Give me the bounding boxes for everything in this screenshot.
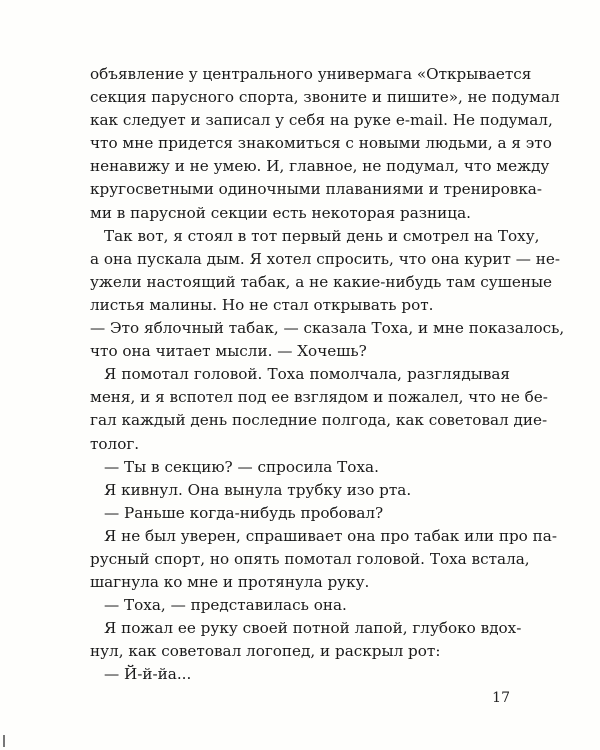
paragraph: [90, 63, 560, 225]
text-line: Я кивнул. Она вынула трубку изо рта.: [104, 480, 412, 499]
text-line: ненавижу и не умею. И, главное, не подумал, что между: [90, 157, 550, 176]
paragraph: [90, 479, 510, 502]
text-line: листья малины. Но не стал открывать рот.: [90, 295, 434, 314]
text-line: что она читает мысли. — Хочешь?: [90, 342, 367, 361]
paragraph: [90, 363, 548, 455]
body-text: [90, 63, 565, 687]
text-line: ми в парусной секции есть некоторая разница.: [90, 203, 471, 222]
scan-edge-mark: [3, 735, 5, 747]
text-line: как следует и записал у себя на руке e-mail. Не подумал,: [90, 111, 553, 130]
text-line: Так вот, я стоял в тот первый день и смотрел на Тоху,: [104, 226, 540, 245]
paragraph: [90, 317, 565, 363]
text-line: — Й-й-йа...: [104, 665, 192, 684]
text-line: русный спорт, но опять помотал головой. Тоха встала,: [90, 549, 530, 568]
paragraph: [90, 663, 510, 686]
paragraph: [90, 617, 522, 663]
text-line: кругосветными одиночными плаваниями и тренировка-: [90, 180, 542, 199]
paragraph: [90, 502, 510, 525]
text-line: Я пожал ее руку своей потной лапой, глубоко вдох-: [104, 619, 522, 638]
text-line: — Тоха, — представилась она.: [104, 596, 347, 615]
text-line: толог.: [90, 434, 140, 453]
text-line: а она пускала дым. Я хотел спросить, что она курит — не-: [90, 249, 561, 268]
text-line: Я помотал головой. Тоха помолчала, разглядывая: [104, 365, 510, 384]
text-line: — Раньше когда-нибудь пробовал?: [104, 503, 384, 522]
page-number: 17: [492, 690, 510, 706]
text-line: Я не был уверен, спрашивает она про табак или про па-: [104, 526, 557, 545]
text-line: объявление у центрального универмага «Открывается: [90, 65, 532, 83]
text-line: что мне придется знакомиться с новыми людьми, а я это: [90, 134, 552, 153]
text-line: — Это яблочный табак, — сказала Тоха, и мне показалось,: [90, 319, 565, 338]
paragraph: [90, 594, 510, 617]
paragraph: [90, 456, 510, 479]
paragraph: [90, 525, 557, 594]
text-line: ужели настоящий табак, а не какие-нибудь там сушеные: [90, 272, 553, 291]
text-line: — Ты в секцию? — спросила Тоха.: [104, 457, 379, 476]
paragraph: [90, 225, 561, 317]
text-line: нул, как советовал логопед, и раскрыл рот:: [90, 642, 441, 661]
text-line: секция парусного спорта, звоните и пишите», не подумал: [90, 88, 560, 107]
text-line: меня, и я вспотел под ее взглядом и пожалел, что не бе-: [90, 388, 548, 407]
text-line: шагнула ко мне и протянула руку.: [90, 573, 370, 592]
text-line: гал каждый день последние полгода, как советовал дие-: [90, 411, 548, 430]
